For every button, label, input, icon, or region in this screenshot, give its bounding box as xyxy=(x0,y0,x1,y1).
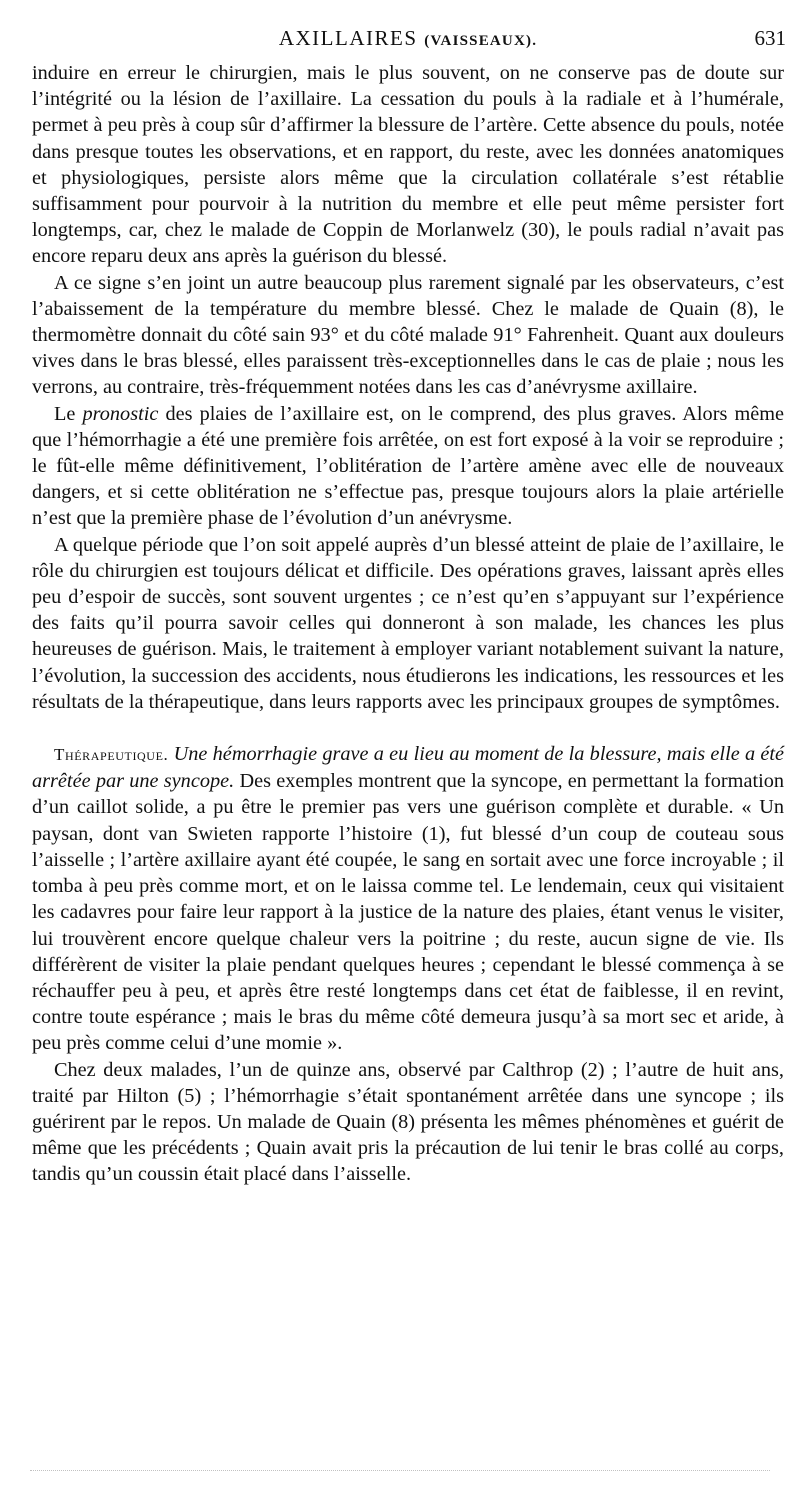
therapeutique-label: Thérapeutique. xyxy=(54,745,169,765)
paragraph-role-chirurgien: A quelque période que l’on soit appelé auprès d’un blessé atteint de plaie de l’axillaire, le rôle du chirurgien est toujours délicat et difficile. Des opérations graves, laissant après elles peu d’espoir de succès, sont souvent urgentes ; ce n’est qu’en s’appuyant sur l’expérience des faits qu’il pourra savoir celles qui donneront à son malade, les chances les plus heureuses de guérison. Mais, le traitement à employer variant notablement suivant la nature, l’évolution, la succession des accidents, nous étudierons les indications, les ressources et les résultats de la thérapeutique, dans leurs rapports avec les principaux groupes de symptômes. xyxy=(32,533,784,713)
section-gap xyxy=(32,715,784,741)
running-title-main: AXILLAIRES xyxy=(278,26,418,50)
body-text xyxy=(32,60,784,1188)
pronostic-text: des plaies de l’axillaire est, on le comprend, des plus graves. Alors même que l’hémorrhagie a été une première fois arrêtée, on est fort exposé à la voir se reproduire ; le fût-elle même définitivement, l’oblitération de l’artère amène avec elle de nouveaux dangers, et si cette oblitération ne s’effectue pas, presque toujours alors la plaie artérielle n’est que la première phase de l’évolution d’un anévrysme. xyxy=(32,402,784,530)
paragraph-pronostic xyxy=(32,401,784,532)
pronostic-term: pronostic xyxy=(82,402,159,425)
therapeutique-heading: Une hémorrhagie grave a eu lieu au moment de la blessure, mais elle a été arrêtée par une syncope. xyxy=(32,743,784,793)
paragraph-continuation: induire en erreur le chirurgien, mais le plus souvent, on ne conserve pas de doute sur l’intégrité ou la lésion de l’axillaire. La cessation du pouls à la radiale et à l’humérale, permet à peu près à coup sûr d’affirmer la blessure de l’artère. Cette absence du pouls, notée dans presque toutes les observations, et en rapport, du reste, avec les données anatomiques et physiologiques, persiste alors même que la circulation collatérale s’est rétablie suffisamment pour pourvoir à la nutrition du membre et elle peut même persister fort longtemps, car, chez le malade de Coppin de Morlanwelz (30), le pouls radial n’avait pas encore reparu deux ans après la guérison du blessé. xyxy=(32,62,784,268)
running-title xyxy=(32,26,784,51)
therapeutique-text: Des exemples montrent que la syncope, en permettant la formation d’un caillot solide, a pu être le premier pas vers une guérison complète et durable. « Un paysan, dont van Swieten rapporte l’histoire (1), fut blessé d’un coup de couteau sous l’aisselle ; l’artère axillaire ayant été coupée, le sang en sortait avec une force incroyable ; il tomba à peu près comme mort, et on le laissa comme tel. Le lendemain, ceux qui visitaient les cadavres pour faire leur rapport à la justice de la nature des plaies, étant venus le visiter, lui trouvèrent encore quelque chaleur vers la poitrine ; du reste, aucun signe de vie. Ils différèrent de visiter la plaie pendant quelques heures ; cependant le blessé commença à se réchauffer peu à peu, et après être resté longtemps dans cet état de faiblesse, il en revint, contre toute espérance ; mais le bras du même côté demeura jusqu’à sa mort sec et aride, à peu près comme celui d’une momie ». xyxy=(32,770,785,1055)
paragraph-cases: Chez deux malades, l’un de quinze ans, observé par Calthrop (2) ; l’autre de huit ans, traité par Hilton (5) ; l’hémorrhagie s’était spontanément arrêtée dans une syncope ; ils guérirent par le repos. Un malade de Quain (8) présenta les mêmes phénomènes et guérit de même que les précédents ; Quain avait pris la précaution de lui tenir le bras collé au corps, tandis qu’un coussin était placé dans l’aisselle. xyxy=(32,1058,784,1186)
paragraph-therapeutique xyxy=(32,741,784,1056)
page-header xyxy=(32,26,784,56)
pronostic-lead: Le xyxy=(54,402,83,425)
footer-rule xyxy=(30,1470,770,1471)
page-number: 631 xyxy=(754,26,786,50)
paragraph-temperature: A ce signe s’en joint un autre beaucoup plus rarement signalé par les observateurs, c’est l’abaissement de la température du membre blessé. Chez le malade de Quain (8), le thermomètre donnait du côté sain 93° et du côté malade 91° Fahrenheit. Quant aux douleurs vives dans le bras blessé, elles paraissent très-exceptionnelles dans le cas de plaie ; nous les verrons, au contraire, très-fréquemment notées dans les cas d’anévrysme axillaire. xyxy=(32,271,784,399)
running-title-sub: (VAISSEAUX). xyxy=(424,33,538,49)
